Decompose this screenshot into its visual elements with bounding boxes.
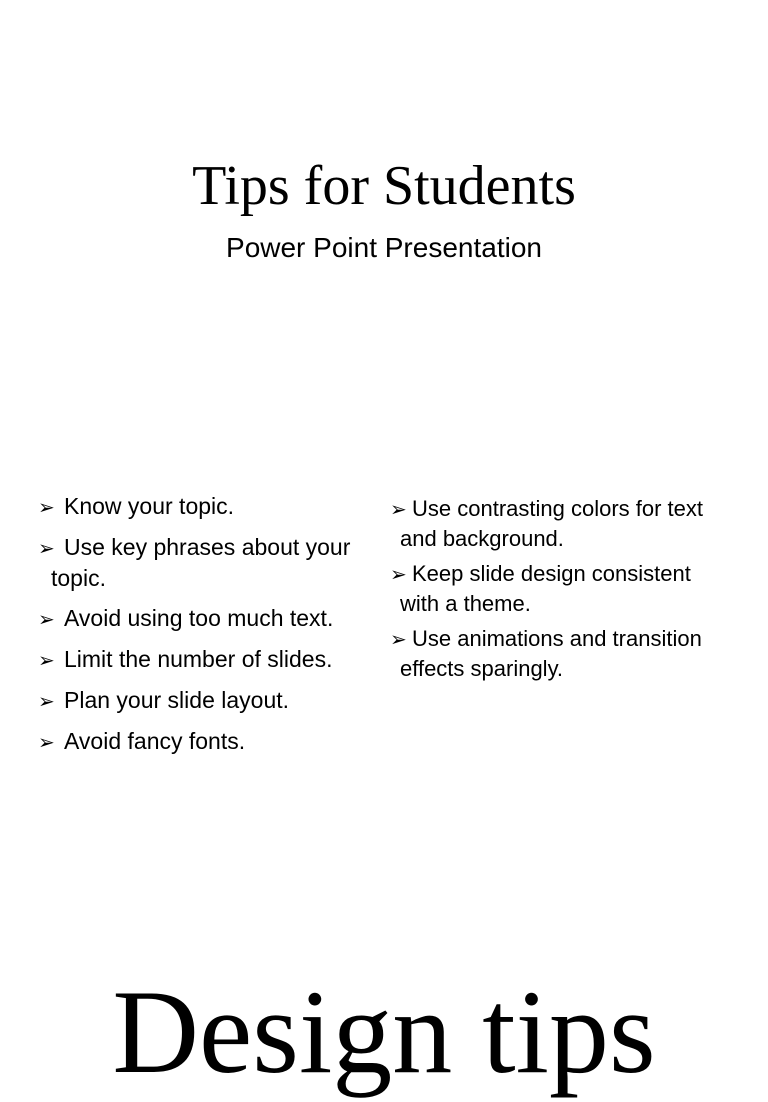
arrow-bullet-icon: ➢ <box>38 607 55 631</box>
arrow-bullet-icon: ➢ <box>390 497 407 521</box>
tip-item <box>38 603 358 634</box>
tip-item <box>38 532 358 593</box>
slide-title: Tips for Students <box>192 155 576 217</box>
tip-item <box>38 726 358 757</box>
slide-subtitle: Power Point Presentation <box>226 232 542 263</box>
tip-item <box>390 559 730 619</box>
arrow-bullet-icon: ➢ <box>38 495 55 519</box>
tip-text: Use animations and transition effects sparingly. <box>400 626 702 681</box>
tip-text: Plan your slide layout. <box>64 687 290 713</box>
right-tips-list <box>390 494 730 689</box>
tip-text: Avoid using too much text. <box>64 605 334 631</box>
design-tips-title: Design tips <box>112 965 656 1098</box>
tip-item <box>38 491 358 522</box>
tip-item <box>390 494 730 554</box>
arrow-bullet-icon: ➢ <box>38 689 55 713</box>
arrow-bullet-icon: ➢ <box>38 730 55 754</box>
arrow-bullet-icon: ➢ <box>390 627 407 651</box>
tip-text: Keep slide design consistent with a theme. <box>400 561 691 616</box>
arrow-bullet-icon: ➢ <box>390 562 407 586</box>
left-tips-list <box>38 491 358 767</box>
tip-text: Use key phrases about your topic. <box>51 534 351 591</box>
tip-text: Use contrasting colors for text and background. <box>400 496 704 551</box>
tip-text: Limit the number of slides. <box>64 646 333 672</box>
tip-item <box>390 624 730 684</box>
arrow-bullet-icon: ➢ <box>38 536 55 560</box>
tip-item <box>38 644 358 675</box>
tip-item <box>38 685 358 716</box>
tip-text: Know your topic. <box>64 493 235 519</box>
arrow-bullet-icon: ➢ <box>38 648 55 672</box>
tip-text: Avoid fancy fonts. <box>64 728 246 754</box>
